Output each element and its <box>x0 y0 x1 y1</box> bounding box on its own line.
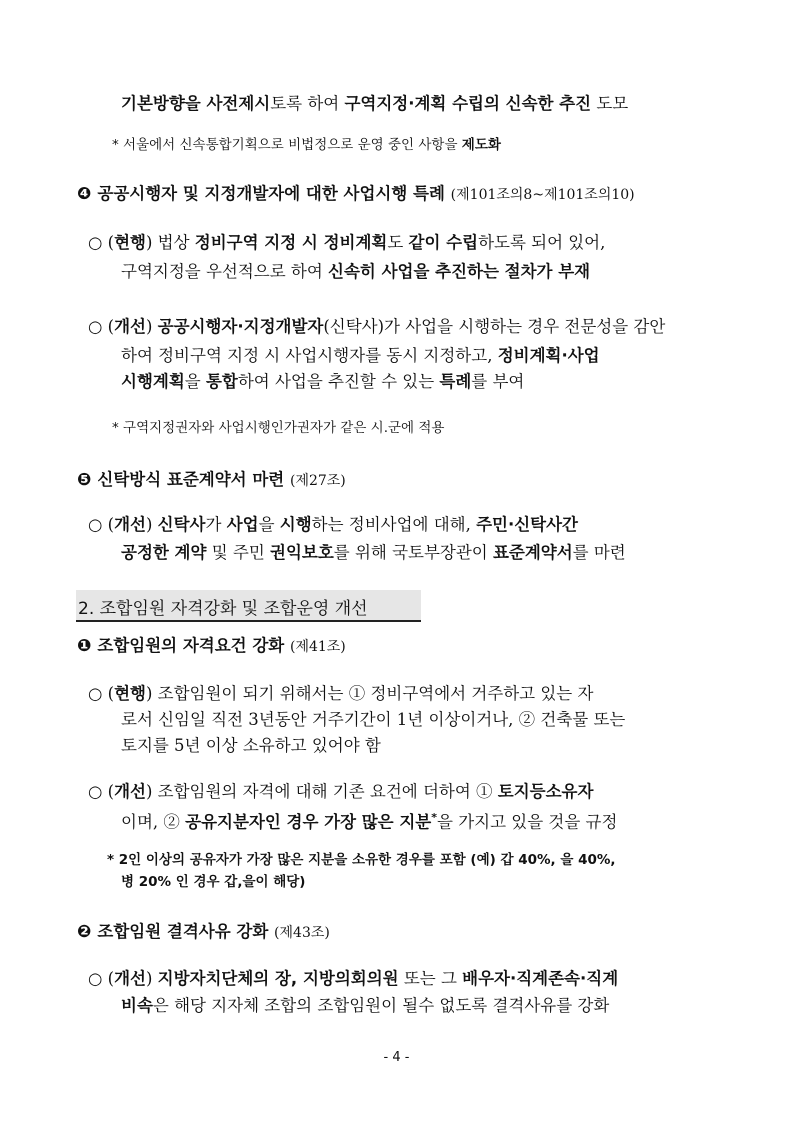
heading-4: ❹ 공공시행자 및 지정개발자에 대한 사업시행 특례 (제101조의8~제101조의10) <box>77 184 635 204</box>
bullet-icon: ○ <box>88 233 103 252</box>
bullet-icon: ○ <box>88 782 103 801</box>
paragraph-line: ○ (현행) 법상 정비구역 지정 시 정비계획도 같이 수립하도록 되어 있어, <box>88 233 606 252</box>
paragraph-line: 구역지정을 우선적으로 하여 신속히 사업을 추진하는 절차가 부재 <box>121 262 591 281</box>
heading-1: ❶ 조합임원의 자격요건 강화 (제41조) <box>77 636 346 656</box>
footnote: * 구역지정권자와 사업시행인가권자가 같은 시.군에 적용 <box>112 420 445 436</box>
paragraph-line: 로서 신임일 직전 3년동안 거주기간이 1년 이상이거나, ② 건축물 또는 <box>121 710 626 729</box>
circled-number-icon: ❹ <box>77 184 92 204</box>
bullet-icon: ○ <box>88 684 103 703</box>
heading-2: ❷ 조합임원 결격사유 강화 (제43조) <box>77 922 330 942</box>
paragraph-line: 비속은 해당 지자체 조합의 조합임원이 될수 없도록 결격사유를 강화 <box>121 996 610 1015</box>
footnote: * 2인 이상의 공유자가 가장 많은 지분을 소유한 경우를 포함 (예) 갑 40%, 을 40%, <box>107 852 616 868</box>
footnote: * 서울에서 신속통합기획으로 비법정으로 운영 중인 사항을 제도화 <box>112 137 501 153</box>
footnote: 병 20% 인 경우 갑,을이 해당) <box>121 874 306 890</box>
paragraph-line: 하여 정비구역 지정 시 사업시행자를 동시 지정하고, 정비계획·사업 <box>121 346 600 365</box>
bullet-icon: ○ <box>88 317 103 336</box>
heading-5: ❺ 신탁방식 표준계약서 마련 (제27조) <box>77 470 346 490</box>
circled-number-icon: ❷ <box>77 922 92 942</box>
paragraph-line: ○ (개선) 신탁사가 사업을 시행하는 정비사업에 대해, 주민·신탁사간 <box>88 515 578 534</box>
page-number: - 4 - <box>383 1050 410 1065</box>
paragraph-line: ○ (개선) 조합임원의 자격에 대해 기존 요건에 더하여 ① 토지등소유자 <box>88 782 594 801</box>
circled-number-icon: ❶ <box>77 636 92 656</box>
paragraph-line: ○ (개선) 공공시행자·지정개발자(신탁사)가 사업을 시행하는 경우 전문성을 감안 <box>88 317 666 336</box>
bullet-icon: ○ <box>88 969 103 988</box>
bullet-icon: ○ <box>88 515 103 534</box>
section-title: 2. 조합임원 자격강화 및 조합운영 개선 <box>76 590 421 622</box>
paragraph-line: 공정한 계약 및 주민 권익보호를 위해 국토부장관이 표준계약서를 마련 <box>121 543 626 562</box>
paragraph-line: 기본방향을 사전제시토록 하여 구역지정·계획 수립의 신속한 추진 도모 <box>121 94 629 113</box>
paragraph-line: ○ (개선) 지방자치단체의 장, 지방의회의원 또는 그 배우자·직계존속·직계 <box>88 969 619 988</box>
circled-number-icon: ❺ <box>77 470 92 490</box>
paragraph-line: ○ (현행) 조합임원이 되기 위해서는 ① 정비구역에서 거주하고 있는 자 <box>88 684 594 703</box>
paragraph-line: 토지를 5년 이상 소유하고 있어야 함 <box>121 736 381 755</box>
paragraph-line: 이며, ② 공유지분자인 경우 가장 많은 지분*을 가지고 있을 것을 규정 <box>121 811 618 832</box>
paragraph-line: 시행계획을 통합하여 사업을 추진할 수 있는 특례를 부여 <box>121 372 525 391</box>
